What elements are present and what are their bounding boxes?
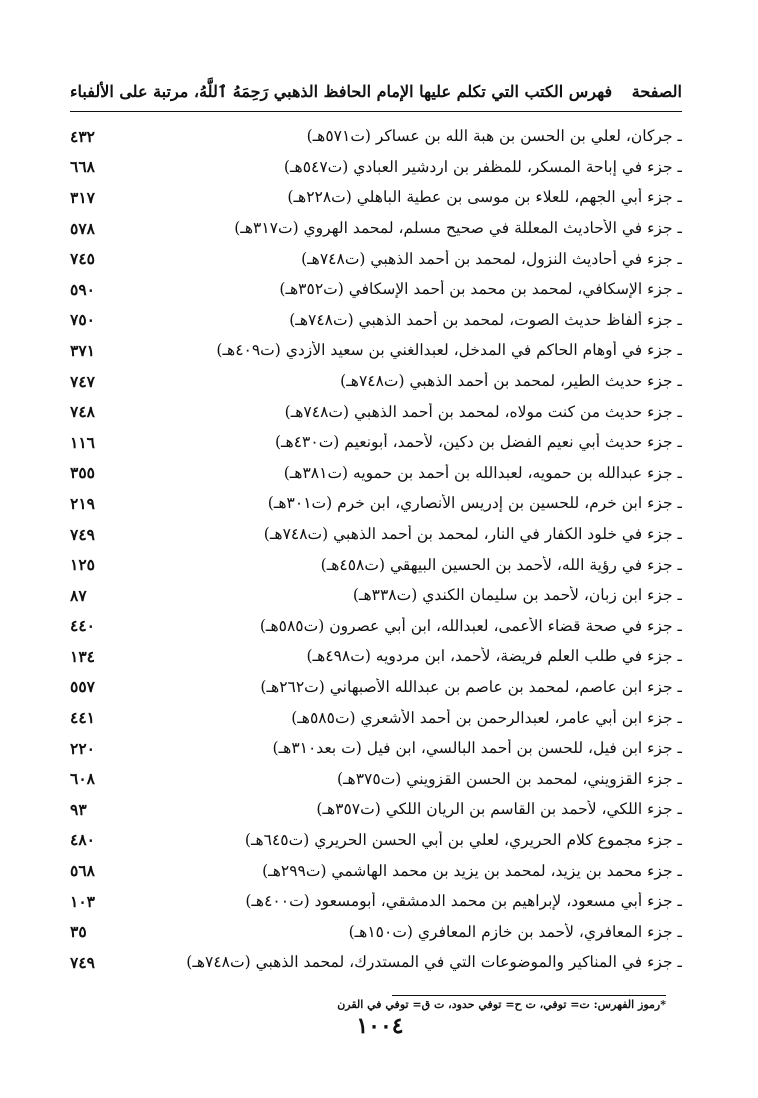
- entry-title: ـ جزء ابن أبي عامر، لعبدالرحمن بن أحمد الأشعري (ت٥٨٥هـ): [291, 708, 682, 727]
- page-column-label: الصفحة: [631, 81, 682, 101]
- entry-page-number: ٧٥٠: [70, 310, 95, 330]
- entry-page-number: ٧٤٩: [70, 952, 95, 972]
- index-entry: [70, 641, 682, 672]
- index-entry: [70, 121, 682, 152]
- index-entries: [70, 121, 682, 978]
- entry-title: ـ جزء أبي الجهم، للعلاء بن موسى بن عطية الباهلي (ت٢٢٨هـ): [287, 188, 682, 207]
- entry-page-number: ٦٦٨: [70, 157, 95, 177]
- entry-page-number: ٥٧٨: [70, 218, 95, 238]
- entry-page-number: ١٢٥: [70, 555, 95, 575]
- entry-title: ـ جزء ابن فيل، للحسن بن أحمد البالسي، ابن فيل (ت بعد٣١٠هـ): [272, 739, 682, 758]
- index-entry: [70, 488, 682, 519]
- entry-page-number: ١٣٤: [70, 646, 95, 666]
- entry-page-number: ٥٥٧: [70, 677, 95, 697]
- entry-title: ـ جزء حديث من كنت مولاه، لمحمد بن أحمد الذهبي (ت٧٤٨هـ): [284, 402, 682, 421]
- index-entry: [70, 611, 682, 642]
- entry-title: ـ جزء في أحاديث النزول، لمحمد بن أحمد الذهبي (ت٧٤٨هـ): [301, 249, 682, 268]
- entry-page-number: ٤٤٠: [70, 616, 95, 636]
- entry-page-number: ٨٧: [70, 585, 87, 605]
- entry-title: ـ جزء عبدالله بن حمويه، لعبدالله بن أحمد بن حمويه (ت٣٨١هـ): [283, 463, 682, 482]
- entry-title: ـ جزء ألفاظ حديث الصوت، لمحمد بن أحمد الذهبي (ت٧٤٨هـ): [289, 310, 682, 329]
- entry-page-number: ١١٦: [70, 432, 95, 452]
- entry-page-number: ٧٤٥: [70, 249, 95, 269]
- entry-title: ـ جزء في طلب العلم فريضة، لأحمد، ابن مردويه (ت٤٩٨هـ): [306, 647, 682, 666]
- entry-title: ـ جزء القزويني، لمحمد بن الحسن القزويني (ت٣٧٥هـ): [336, 769, 682, 788]
- index-entry: [70, 335, 682, 366]
- entry-title: ـ جزء مجموع كلام الحريري، لعلي بن أبي الحسن الحريري (ت٦٤٥هـ): [244, 830, 682, 849]
- entry-page-number: ٥٩٠: [70, 279, 95, 299]
- index-entry: [70, 366, 682, 397]
- entry-title: ـ جزء في صحة قضاء الأعمى، لعبدالله، ابن أبي عصرون (ت٥٨٥هـ): [259, 616, 682, 635]
- entry-title: ـ جزء المعافري، لأحمد بن خازم المعافري (ت١٥٠هـ): [348, 922, 682, 941]
- index-entry: [70, 519, 682, 550]
- index-entry: [70, 427, 682, 458]
- entry-page-number: ٣١٧: [70, 187, 95, 207]
- index-entry: [70, 763, 682, 794]
- entry-title: ـ جزء في رؤية الله، لأحمد بن الحسين البيهقي (ت٤٥٨هـ): [320, 555, 682, 574]
- index-title: فهرس الكتب التي تكلم عليها الإمام الحافظ الذهبي رَحِمَهُ ٱللَّهُ، مرتبة على الألفباء: [70, 81, 613, 101]
- entry-title: ـ جزء حديث أبي نعيم الفضل بن دكين، لأحمد، أبونعيم (ت٤٣٠هـ): [274, 433, 682, 452]
- entry-page-number: ٧٤٩: [70, 524, 95, 544]
- entry-title: ـ جزء اللكي، لأحمد بن القاسم بن الريان اللكي (ت٣٥٧هـ): [316, 800, 682, 819]
- index-entry: [70, 243, 682, 274]
- entry-title: ـ جزء حديث الطير، لمحمد بن أحمد الذهبي (ت٧٤٨هـ): [340, 372, 682, 391]
- entry-title: ـ جزء في الأحاديث المعللة في صحيح مسلم، لمحمد الهروي (ت٣١٧هـ): [234, 219, 682, 238]
- index-entry: [70, 580, 682, 611]
- entry-title: ـ جزء في أوهام الحاكم في المدخل، لعبدالغني بن سعيد الأزدي (ت٤٠٩هـ): [216, 341, 682, 360]
- entry-title: ـ جزء ابن خرم، للحسين بن إدريس الأنصاري، ابن خرم (ت٣٠١هـ): [267, 494, 682, 513]
- index-entry: [70, 702, 682, 733]
- header-divider: [70, 111, 682, 112]
- entry-page-number: ٣٧١: [70, 340, 95, 360]
- index-entry: [70, 396, 682, 427]
- index-entry: [70, 213, 682, 244]
- entry-title: ـ جزء في خلود الكفار في النار، لمحمد بن أحمد الذهبي (ت٧٤٨هـ): [263, 525, 682, 544]
- entry-page-number: ٣٥: [70, 922, 87, 942]
- index-header: [70, 76, 682, 106]
- entry-page-number: ٤٣٢: [70, 126, 95, 146]
- index-entry: [70, 274, 682, 305]
- page-number: ١٠٠٤: [356, 1013, 404, 1039]
- entry-title: ـ جزء الإسكافي، لمحمد بن محمد بن أحمد الإسكافي (ت٣٥٢هـ): [279, 280, 682, 299]
- index-entry: [70, 886, 682, 917]
- index-entry: [70, 672, 682, 703]
- entry-page-number: ٢١٩: [70, 493, 95, 513]
- index-entry: [70, 733, 682, 764]
- footnote-abbreviations: *رموز الفهرس: ت= توفي، ت ح= توفي حدود، ت ق= توفي في القرن: [337, 998, 666, 1011]
- entry-title: ـ جزء في إباحة المسكر، للمظفر بن اردشير العبادي (ت٥٤٧هـ): [283, 157, 682, 176]
- index-entry: [70, 794, 682, 825]
- entry-title: ـ جزء ابن عاصم، لمحمد بن عاصم بن عبدالله الأصبهاني (ت٢٦٢هـ): [260, 677, 682, 696]
- entry-page-number: ٩٣: [70, 799, 87, 819]
- entry-title: ـ جركان، لعلي بن الحسن بن هبة الله بن عساكر (ت٥٧١هـ): [306, 127, 682, 146]
- index-entry: [70, 855, 682, 886]
- entry-title: ـ جزء محمد بن يزيد، لمحمد بن يزيد بن محمد الهاشمي (ت٢٩٩هـ): [262, 861, 682, 880]
- footnote-divider: [392, 995, 666, 996]
- entry-page-number: ١٠٣: [70, 891, 95, 911]
- entry-page-number: ٧٤٨: [70, 402, 95, 422]
- index-entry: [70, 916, 682, 947]
- index-entry: [70, 182, 682, 213]
- index-entry: [70, 549, 682, 580]
- index-entry: [70, 305, 682, 336]
- entry-title: ـ جزء ابن زبان، لأحمد بن سليمان الكندي (ت٣٣٨هـ): [352, 586, 682, 605]
- entry-page-number: ٤٤١: [70, 708, 95, 728]
- entry-page-number: ٦٠٨: [70, 769, 95, 789]
- entry-title: ـ جزء أبي مسعود، لإبراهيم بن محمد الدمشقي، أبومسعود (ت٤٠٠هـ): [245, 892, 682, 911]
- entry-page-number: ٢٢٠: [70, 738, 95, 758]
- entry-page-number: ٧٤٧: [70, 371, 95, 391]
- index-entry: [70, 152, 682, 183]
- entry-page-number: ٥٦٨: [70, 861, 95, 881]
- index-entry: [70, 825, 682, 856]
- entry-page-number: ٣٥٥: [70, 463, 95, 483]
- index-entry: [70, 458, 682, 489]
- index-entry: [70, 947, 682, 978]
- entry-page-number: ٤٨٠: [70, 830, 95, 850]
- entry-title: ـ جزء في المناكير والموضوعات التي في المستدرك، لمحمد الذهبي (ت٧٤٨هـ): [186, 953, 682, 972]
